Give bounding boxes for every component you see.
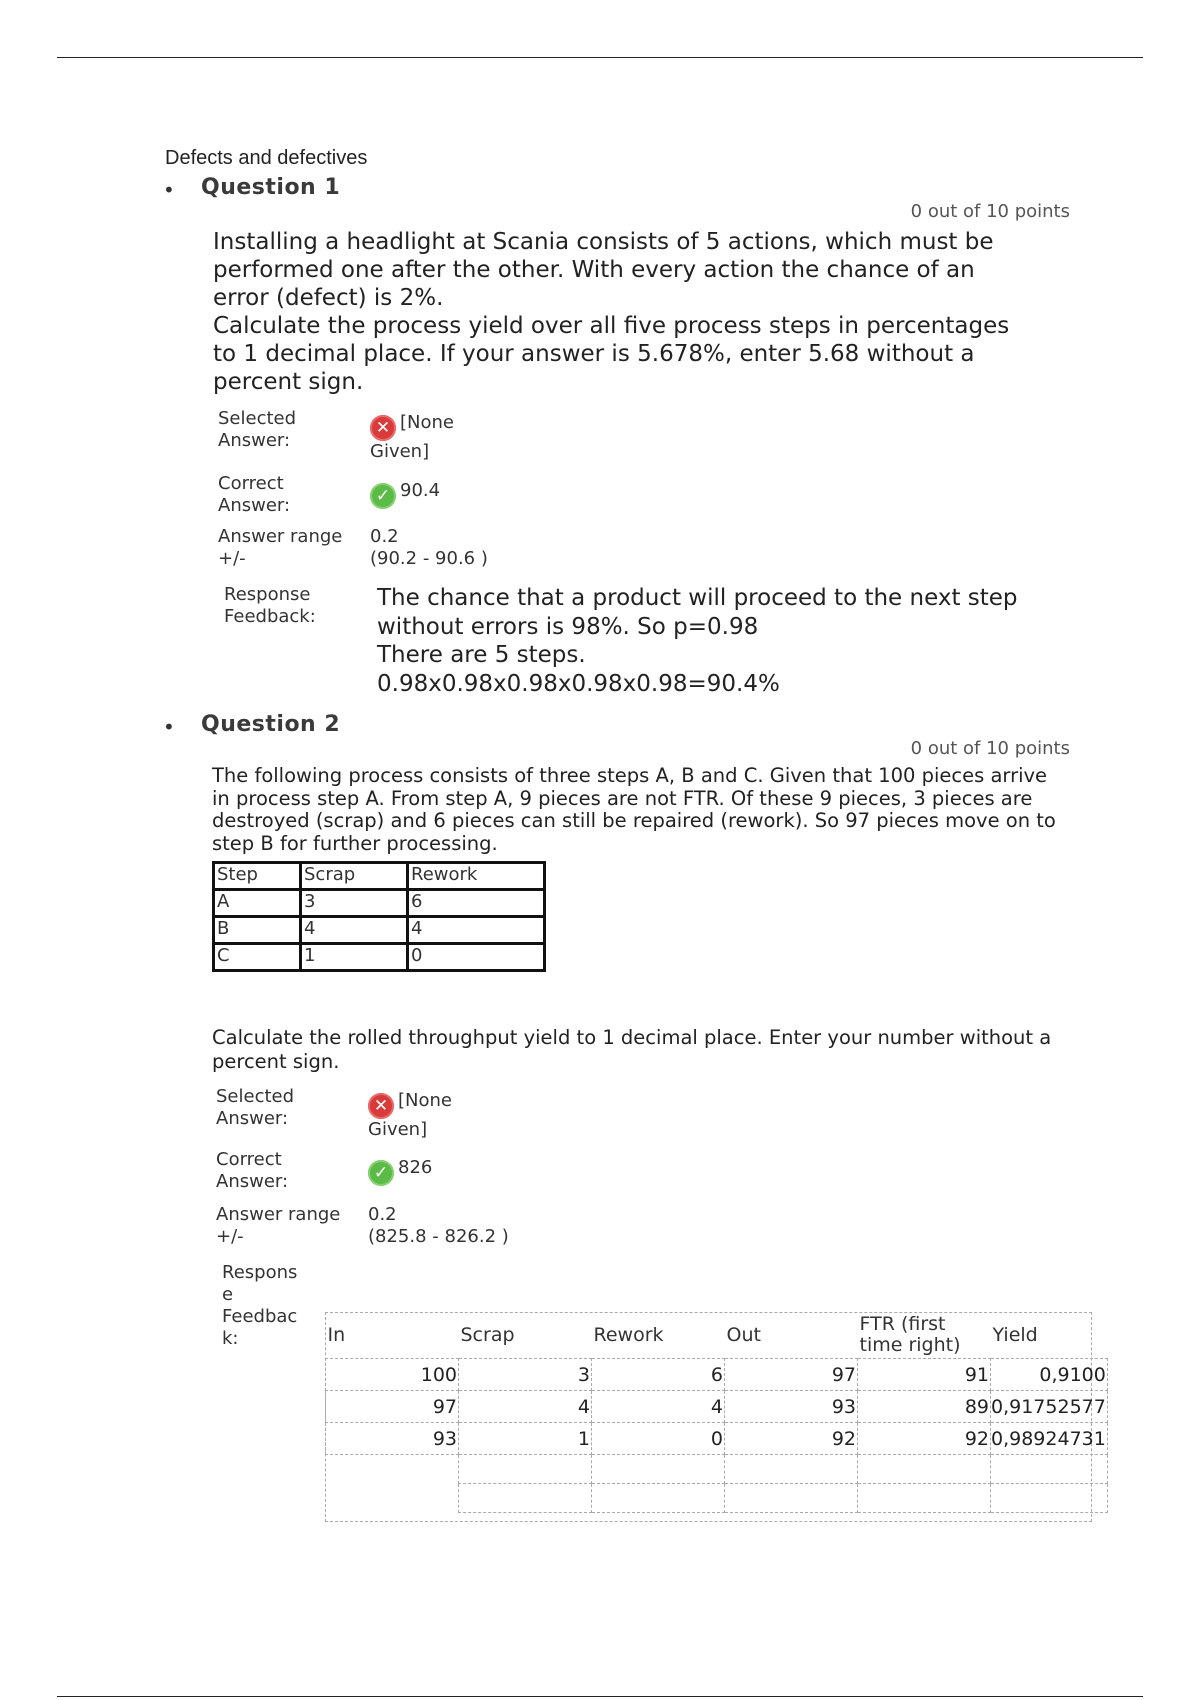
question-2-bullet: • — [163, 715, 175, 739]
table-row — [326, 1359, 1108, 1391]
incorrect-icon: ✕ — [370, 415, 396, 441]
table-cell — [725, 1455, 858, 1484]
table-row — [326, 1455, 1108, 1484]
table-header: Step — [214, 863, 301, 890]
table-row — [214, 944, 545, 971]
top-rule — [57, 57, 1143, 58]
table-cell — [326, 1484, 459, 1513]
table-row — [326, 1484, 1108, 1513]
question-2-instruction: Calculate the rolled throughput yield to 1 decimal place. Enter your number without a percent sign. — [212, 1026, 1052, 1073]
table-cell — [326, 1455, 459, 1484]
table-header: FTR (first time right) — [859, 1313, 961, 1356]
question-2-points: 0 out of 10 points — [910, 738, 1070, 759]
table-cell — [991, 1455, 1108, 1484]
table-cell — [459, 1484, 592, 1513]
table-cell: 89 — [858, 1391, 991, 1423]
table-cell: 1 — [459, 1423, 592, 1455]
table-cell: 93 — [326, 1423, 459, 1455]
table-header-row — [214, 863, 545, 890]
q1-correct-answer-label: Correct Answer: — [218, 473, 291, 516]
table-cell: 93 — [725, 1391, 858, 1423]
table-cell: 0 — [408, 944, 545, 971]
table-cell: 92 — [725, 1423, 858, 1455]
table-cell: 4 — [301, 917, 408, 944]
table-row — [214, 890, 545, 917]
table-header-row — [326, 1312, 1108, 1359]
table-cell — [592, 1455, 725, 1484]
question-1-heading: Question 1 — [201, 175, 341, 200]
table-cell: 1 — [301, 944, 408, 971]
table-cell: 97 — [725, 1359, 858, 1391]
table-cell: 3 — [459, 1359, 592, 1391]
table-cell: 100 — [326, 1359, 459, 1391]
table-cell: A — [214, 890, 301, 917]
table-cell — [858, 1455, 991, 1484]
table-cell: 97 — [326, 1391, 459, 1423]
question-1-bullet: • — [163, 178, 175, 202]
correct-icon: ✓ — [368, 1160, 394, 1186]
question-2-heading: Question 2 — [201, 712, 341, 737]
q1-correct-answer: ✓ 90.4 — [370, 480, 440, 509]
q1-answer-range-label: Answer range +/- — [218, 526, 343, 569]
table-header: Yield — [992, 1323, 1038, 1346]
table-row — [214, 917, 545, 944]
table-header: Rework — [593, 1323, 664, 1346]
table-cell: 0,91752577 — [991, 1391, 1108, 1423]
table-cell — [592, 1484, 725, 1513]
document-title: Defects and defectives — [165, 147, 368, 169]
table-row — [326, 1391, 1108, 1423]
q1-response-feedback: The chance that a product will proceed to the next step without errors is 98%. So p=0.98 There are 5 steps. 0.98x0.98x0.98x0.98x0.98=90.4% — [377, 585, 1018, 697]
table-cell — [991, 1484, 1108, 1513]
q2-correct-answer: ✓ 826 — [368, 1157, 432, 1186]
q1-response-feedback-label: Response Feedback: — [224, 584, 316, 627]
question-2-text: The following process consists of three steps A, B and C. Given that 100 pieces arrive in process step A. From step A, 9 pieces are not FTR. Of these 9 pieces, 3 pieces are destroyed (scrap) and 6 pieces can still be repaired (rework). So 97 pieces move on to step B for further processing. — [212, 764, 1056, 855]
q2-response-feedback-label: Respons e Feedbac k: — [222, 1262, 298, 1349]
incorrect-icon: ✕ — [368, 1093, 394, 1119]
table-cell: 6 — [408, 890, 545, 917]
question-1-points: 0 out of 10 points — [910, 201, 1070, 222]
table-header: Scrap — [301, 863, 408, 890]
table-cell: 6 — [592, 1359, 725, 1391]
q2-correct-answer-label: Correct Answer: — [216, 1149, 289, 1192]
q1-selected-answer-label: Selected Answer: — [218, 408, 297, 451]
table-cell: 91 — [858, 1359, 991, 1391]
table-cell: 4 — [459, 1391, 592, 1423]
table-cell — [725, 1484, 858, 1513]
q2-selected-answer: ✕ [None Given] — [368, 1090, 452, 1140]
q2-selected-answer-label: Selected Answer: — [216, 1086, 295, 1129]
q2-answer-range: 0.2 (825.8 - 826.2 ) — [368, 1204, 509, 1247]
q2-answer-range-label: Answer range +/- — [216, 1204, 341, 1247]
table-header: Scrap — [460, 1323, 515, 1346]
table-cell: C — [214, 944, 301, 971]
table-cell — [459, 1455, 592, 1484]
table-cell: 4 — [408, 917, 545, 944]
table-cell: 0 — [592, 1423, 725, 1455]
table-cell: 4 — [592, 1391, 725, 1423]
table-row — [326, 1423, 1108, 1455]
table-cell: B — [214, 917, 301, 944]
table-cell: 92 — [858, 1423, 991, 1455]
correct-icon: ✓ — [370, 483, 396, 509]
q1-selected-answer: ✕ [None Given] — [370, 412, 454, 462]
table-cell: 0,98924731 — [991, 1423, 1108, 1455]
yield-table — [325, 1312, 1108, 1513]
bottom-rule — [57, 1696, 1143, 1697]
table-header: Rework — [408, 863, 545, 890]
table-cell — [858, 1484, 991, 1513]
q1-answer-range: 0.2 (90.2 - 90.6 ) — [370, 526, 488, 569]
table-cell: 0,9100 — [991, 1359, 1108, 1391]
steps-table — [212, 861, 546, 972]
table-header: In — [327, 1323, 346, 1346]
question-1-text: Installing a headlight at Scania consists of 5 actions, which must be performed one after the other. With every action the chance of an error (defect) is 2%. Calculate the process yield over all five process steps in percentages to 1 decimal place. If your answer is 5.678%, enter 5.68 without a percent sign. — [213, 229, 1010, 395]
table-cell: 3 — [301, 890, 408, 917]
table-header: Out — [726, 1323, 761, 1346]
